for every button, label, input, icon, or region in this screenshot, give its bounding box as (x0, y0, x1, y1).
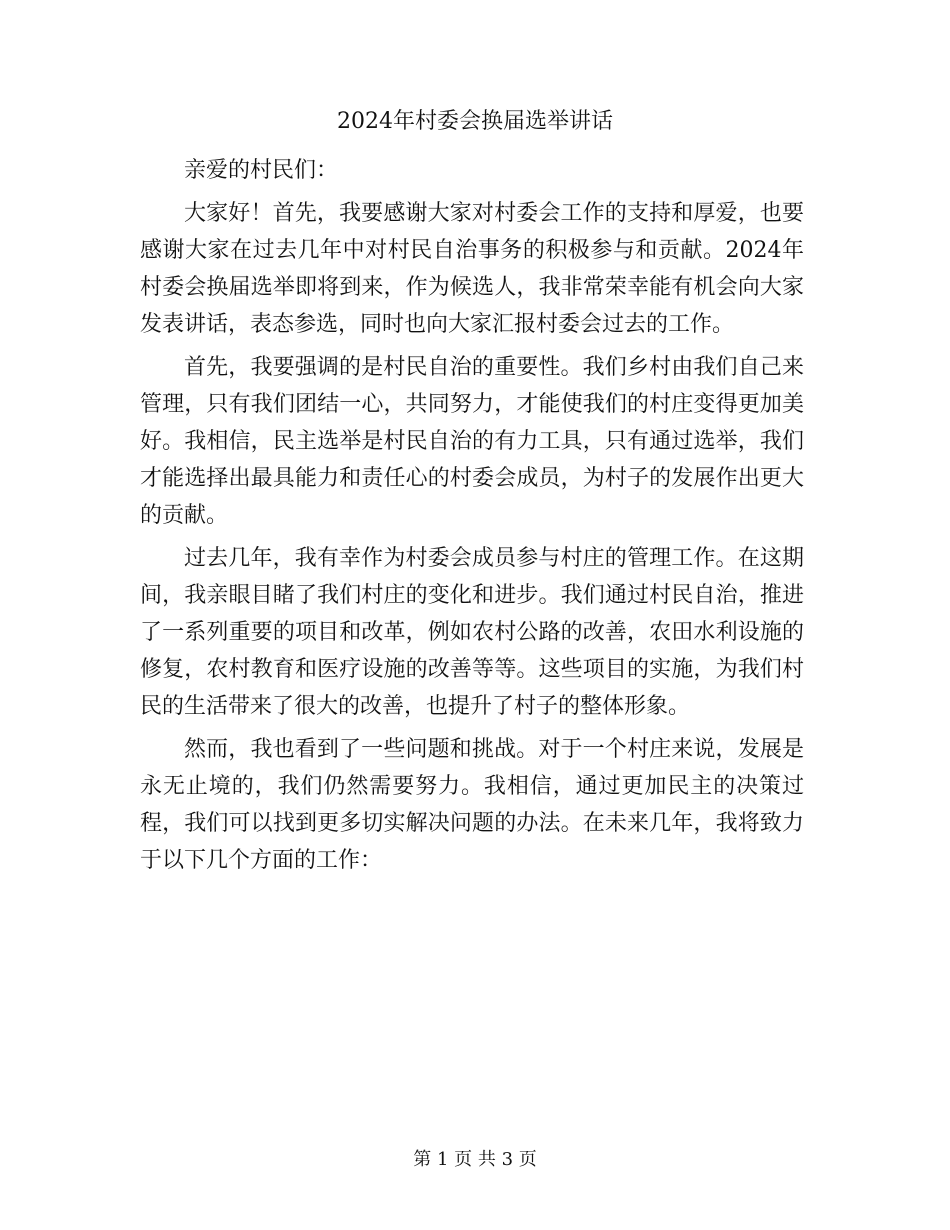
document-body (140, 152, 804, 885)
paragraph-challenges: 然而，我也看到了一些问题和挑战。对于一个村庄来说，发展是永无止境的，我们仍然需要努力。我相信，通过更加民主的决策过程，我们可以找到更多切实解决问题的办法。在未来几年，我将致力于以下几个方面的工作： (140, 737, 804, 873)
salutation: 亲爱的村民们： (184, 158, 339, 183)
document-title: 2024年村委会换届选举讲话 (337, 109, 613, 134)
paragraph-greeting: 大家好！首先，我要感谢大家对村委会工作的支持和厚爱，也要感谢大家在过去几年中对村民自治事务的积极参与和贡献。2024年村委会换届选举即将到来，作为候选人，我非常荣幸能有机会向大家发表讲话，表态参选，同时也向大家汇报村委会过去的工作。 (140, 201, 804, 337)
paragraph-past-work: 过去几年，我有幸作为村委会成员参与村庄的管理工作。在这期间，我亲眼目睹了我们村庄的变化和进步。我们通过村民自治，推进了一系列重要的项目和改革，例如农村公路的改善，农田水利设施的修复，农村教育和医疗设施的改善等等。这些项目的实施，为我们村民的生活带来了很大的改善，也提升了村子的整体形象。 (140, 546, 804, 719)
page-footer: 第 1 页 共 3 页 (413, 1149, 537, 1170)
paragraph-self-governance: 首先，我要强调的是村民自治的重要性。我们乡村由我们自己来管理，只有我们团结一心，共同努力，才能使我们的村庄变得更加美好。我相信，民主选举是村民自治的有力工具，只有通过选举，我们才能选择出最具能力和责任心的村委会成员，为村子的发展作出更大的贡献。 (140, 355, 804, 528)
